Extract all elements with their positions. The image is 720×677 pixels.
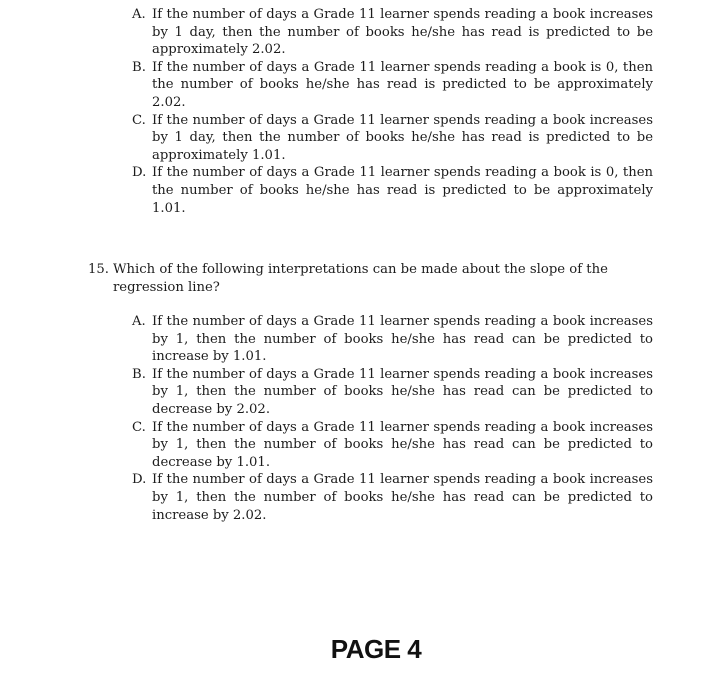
option-d [132,164,653,217]
option-text: If the number of days a Grade 11 learner spends reading a book is 0, then the number of books he/she has read is predicted to be approximately 2.02. [152,59,653,110]
option-text: If the number of days a Grade 11 learner spends reading a book increases by 1, then the number of books he/she has read can be predicted to decrease by 1.01. [152,419,653,470]
option-d [132,471,653,524]
option-letter: B. [132,366,146,382]
option-letter: B. [132,59,146,75]
question-15-options [132,313,653,524]
option-text: If the number of days a Grade 11 learner spends reading a book increases by 1, then the number of books he/she has read can be predicted to increase by 1.01. [152,314,653,365]
option-text: If the number of days a Grade 11 learner spends reading a book is 0, then the number of books he/she has read is predicted to be approximately 1.01. [152,165,653,216]
option-letter: C. [132,419,146,435]
option-letter: A. [132,314,146,329]
option-letter: D. [132,472,147,488]
option-letter: D. [132,165,147,181]
question-text: Which of the following interpretations can be made about the slope of the regression line? [113,262,608,295]
option-text: If the number of days a Grade 11 learner spends reading a book increases by 1 day, then the number of books he/she has read is predicted to be approximately 1.01. [152,112,653,163]
question-number: 15. [88,262,109,277]
previous-question-options [132,6,653,217]
page-number-label: PAGE 4 [330,634,422,664]
option-c [132,112,653,165]
question-15 [88,261,654,296]
option-a [132,313,653,366]
option-b [132,366,653,419]
option-letter: C. [132,112,146,128]
option-b [132,59,653,112]
option-a [132,6,653,59]
option-letter: A. [132,7,146,22]
option-text: If the number of days a Grade 11 learner spends reading a book increases by 1, then the number of books he/she has read can be predicted to decrease by 2.02. [152,366,653,417]
option-text: If the number of days a Grade 11 learner spends reading a book increases by 1, then the number of books he/she has read can be predicted to increase by 2.02. [152,472,653,523]
option-c [132,419,653,472]
option-text: If the number of days a Grade 11 learner spends reading a book increases by 1 day, then the number of books he/she has read is predicted to be approximately 2.02. [152,7,653,58]
